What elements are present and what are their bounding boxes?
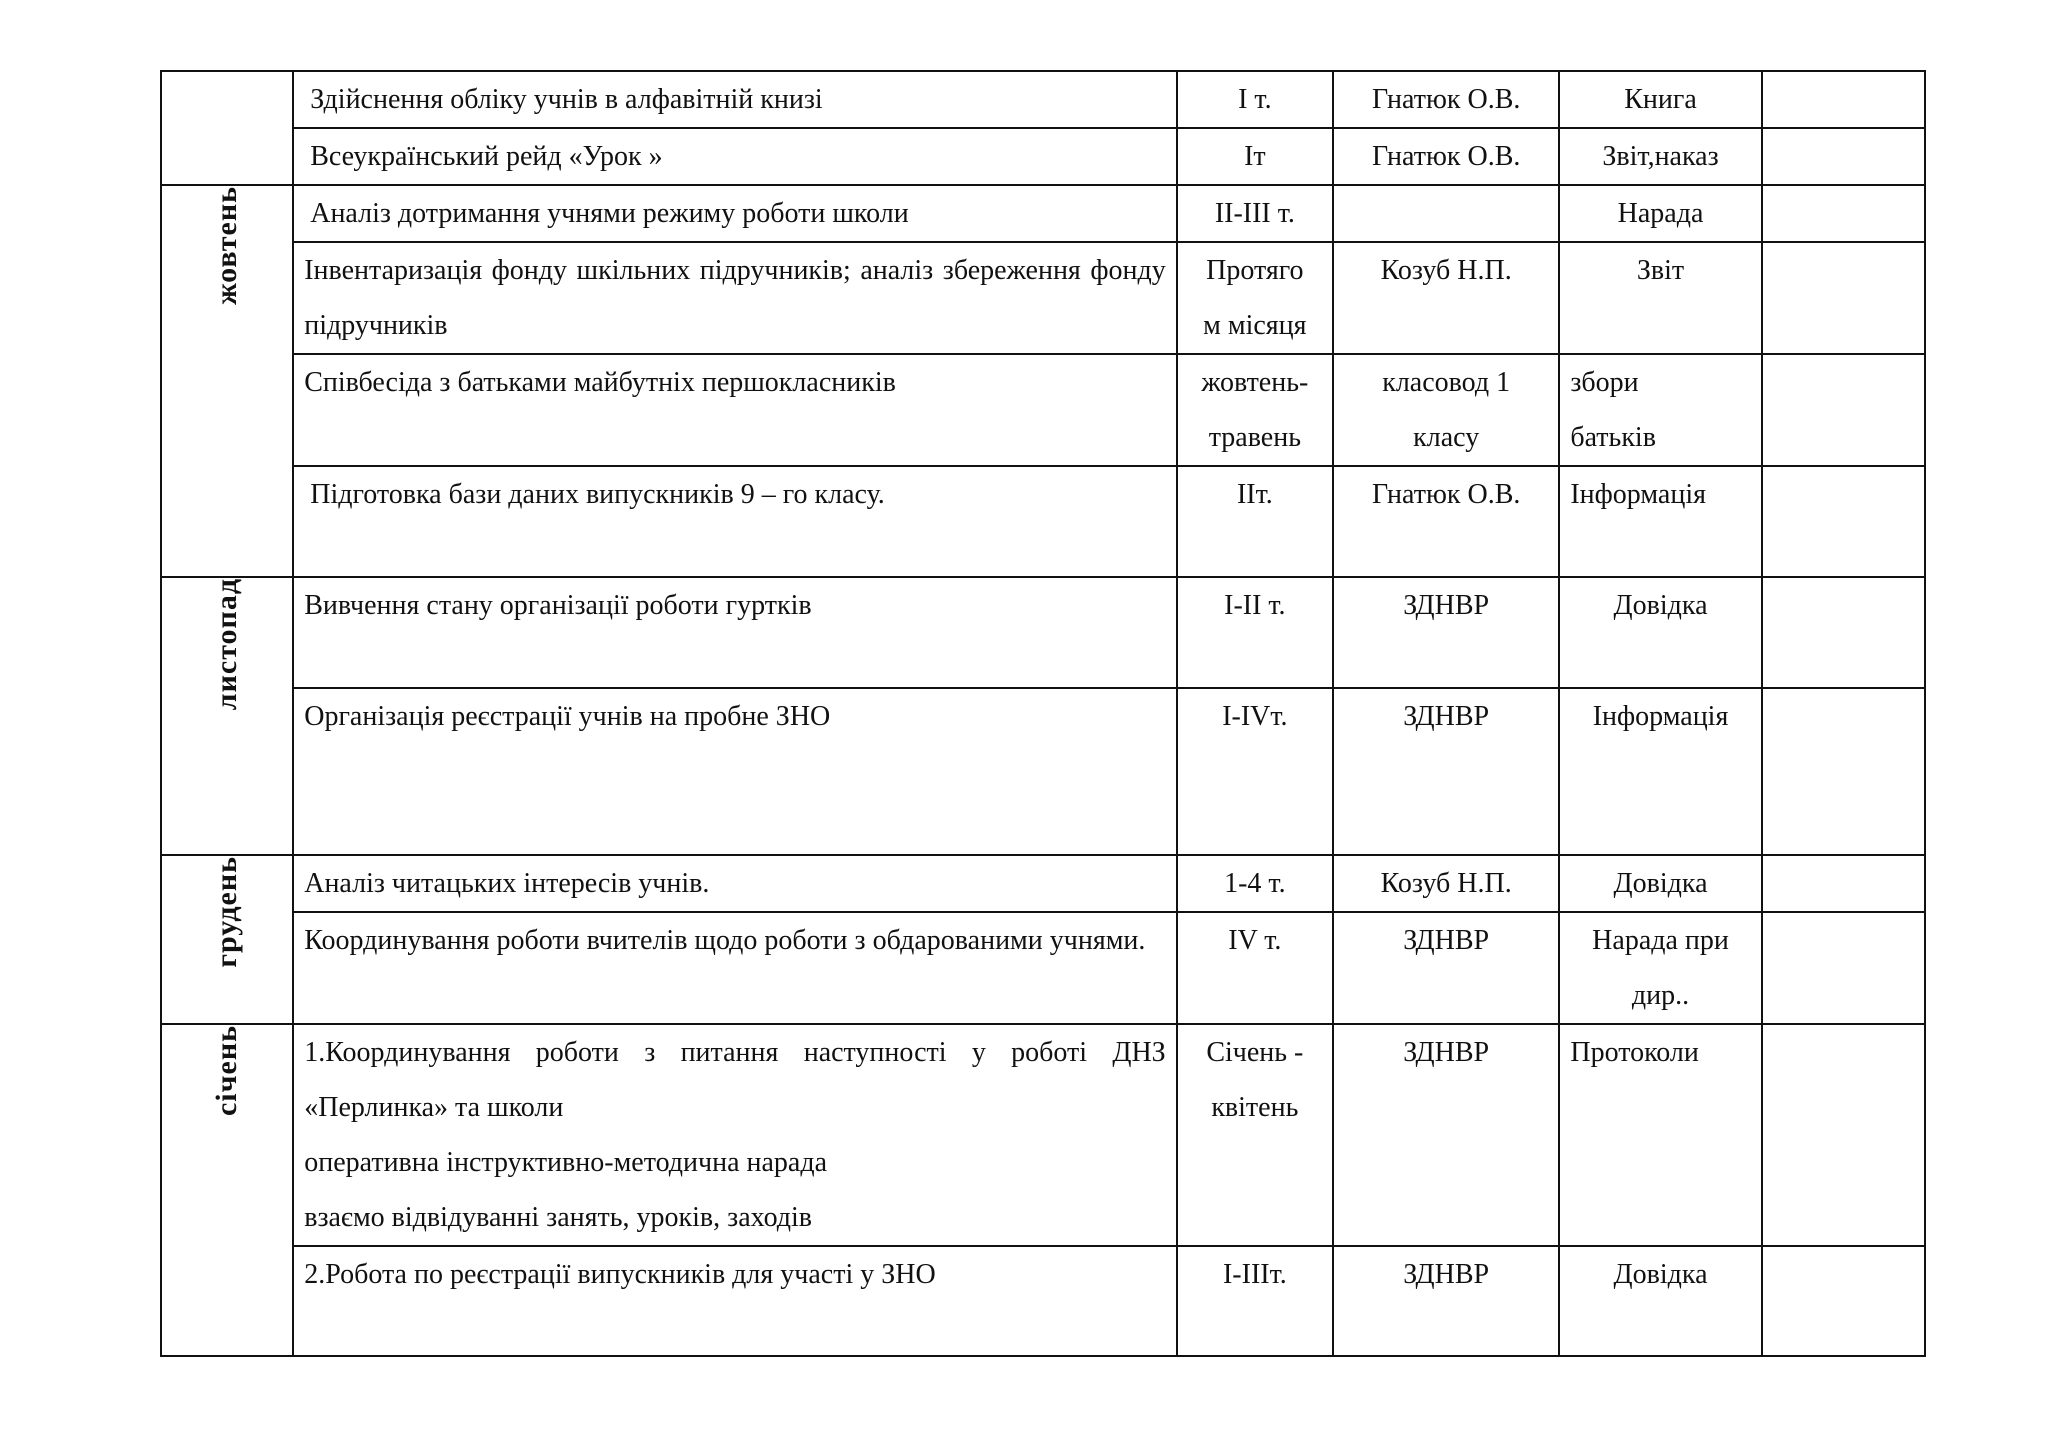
result-cell: Нарада xyxy=(1559,185,1761,242)
table-row xyxy=(161,71,1925,128)
result-cell: Звіт xyxy=(1559,242,1761,354)
term-cell: І-ІІІт. xyxy=(1177,1246,1333,1356)
responsible-cell: ЗДНВР xyxy=(1333,1246,1559,1356)
note-cell xyxy=(1762,185,1925,242)
result-cell: Інформація xyxy=(1559,466,1761,577)
result-cell: Звіт,наказ xyxy=(1559,128,1761,185)
term-cell: І т. xyxy=(1177,71,1333,128)
note-cell xyxy=(1762,1246,1925,1356)
term-cell: ІV т. xyxy=(1177,912,1333,1024)
responsible-cell: ЗДНВР xyxy=(1333,912,1559,1024)
table-row xyxy=(161,185,1925,242)
responsible-cell: Козуб Н.П. xyxy=(1333,855,1559,912)
task-cell: Здійснення обліку учнів в алфавітній книзі xyxy=(293,71,1177,128)
term-cell: Січень - квітень xyxy=(1177,1024,1333,1246)
note-cell xyxy=(1762,242,1925,354)
month-cell-november xyxy=(161,577,293,855)
term-cell: І-ІVт. xyxy=(1177,688,1333,855)
responsible-cell xyxy=(1333,185,1559,242)
note-cell xyxy=(1762,1024,1925,1246)
task-cell: Організація реєстрації учнів на пробне ЗНО xyxy=(293,688,1177,855)
result-cell: Довідка xyxy=(1559,855,1761,912)
task-cell: Аналіз читацьких інтересів учнів. xyxy=(293,855,1177,912)
result-cell: Довідка xyxy=(1559,577,1761,688)
term-cell: 1-4 т. xyxy=(1177,855,1333,912)
task-cell: 1.Координування роботи з питання наступності у роботі ДНЗ «Перлинка» та школи оперативна інструктивно-методична нарада взаємо відвідуванні занять, уроків, заходів xyxy=(293,1024,1177,1246)
note-cell xyxy=(1762,688,1925,855)
result-cell: Інформація xyxy=(1559,688,1761,855)
table-row xyxy=(161,912,1925,1024)
month-label: січень xyxy=(210,1025,244,1117)
task-cell: Співбесіда з батьками майбутніх першокласників xyxy=(293,354,1177,466)
term-cell: І-ІІ т. xyxy=(1177,577,1333,688)
month-label: листопад xyxy=(210,578,244,711)
task-cell: Координування роботи вчителів щодо роботи з обдарованими учнями. xyxy=(293,912,1177,1024)
responsible-cell: ЗДНВР xyxy=(1333,1024,1559,1246)
table-row xyxy=(161,354,1925,466)
month-label: жовтень xyxy=(210,186,244,305)
table-row xyxy=(161,577,1925,688)
result-cell: Довідка xyxy=(1559,1246,1761,1356)
task-cell: Всеукраїнський рейд «Урок » xyxy=(293,128,1177,185)
task-cell: Вивчення стану організації роботи гуртків xyxy=(293,577,1177,688)
term-cell: Іт xyxy=(1177,128,1333,185)
term-cell: жовтень- травень xyxy=(1177,354,1333,466)
task-cell: Аналіз дотримання учнями режиму роботи школи xyxy=(293,185,1177,242)
task-cell: Підготовка бази даних випускників 9 – го класу. xyxy=(293,466,1177,577)
responsible-cell: ЗДНВР xyxy=(1333,577,1559,688)
result-cell: збори батьків xyxy=(1559,354,1761,466)
term-cell: Протяго м місяця xyxy=(1177,242,1333,354)
term-cell: ІІ-ІІІ т. xyxy=(1177,185,1333,242)
month-cell-december xyxy=(161,855,293,1024)
task-cell: Інвентаризація фонду шкільних підручників; аналіз збереження фонду підручників xyxy=(293,242,1177,354)
table-row xyxy=(161,242,1925,354)
work-plan-table xyxy=(160,70,1926,1357)
responsible-cell: Гнатюк О.В. xyxy=(1333,466,1559,577)
responsible-cell: Гнатюк О.В. xyxy=(1333,128,1559,185)
responsible-cell: Гнатюк О.В. xyxy=(1333,71,1559,128)
month-label: грудень xyxy=(210,856,244,968)
table-row xyxy=(161,1246,1925,1356)
result-cell: Нарада при дир.. xyxy=(1559,912,1761,1024)
task-cell: 2.Робота по реєстрації випускників для участі у ЗНО xyxy=(293,1246,1177,1356)
responsible-cell: ЗДНВР xyxy=(1333,688,1559,855)
note-cell xyxy=(1762,577,1925,688)
month-cell-october xyxy=(161,185,293,577)
result-cell: Книга xyxy=(1559,71,1761,128)
responsible-cell: Козуб Н.П. xyxy=(1333,242,1559,354)
note-cell xyxy=(1762,354,1925,466)
note-cell xyxy=(1762,466,1925,577)
month-cell-empty xyxy=(161,71,293,185)
table-row xyxy=(161,855,1925,912)
note-cell xyxy=(1762,855,1925,912)
note-cell xyxy=(1762,128,1925,185)
note-cell xyxy=(1762,912,1925,1024)
term-cell: ІІт. xyxy=(1177,466,1333,577)
result-cell: Протоколи xyxy=(1559,1024,1761,1246)
table-row xyxy=(161,128,1925,185)
note-cell xyxy=(1762,71,1925,128)
table-row xyxy=(161,688,1925,855)
month-cell-january xyxy=(161,1024,293,1356)
responsible-cell: класовод 1 класу xyxy=(1333,354,1559,466)
table-row xyxy=(161,1024,1925,1246)
table-row xyxy=(161,466,1925,577)
